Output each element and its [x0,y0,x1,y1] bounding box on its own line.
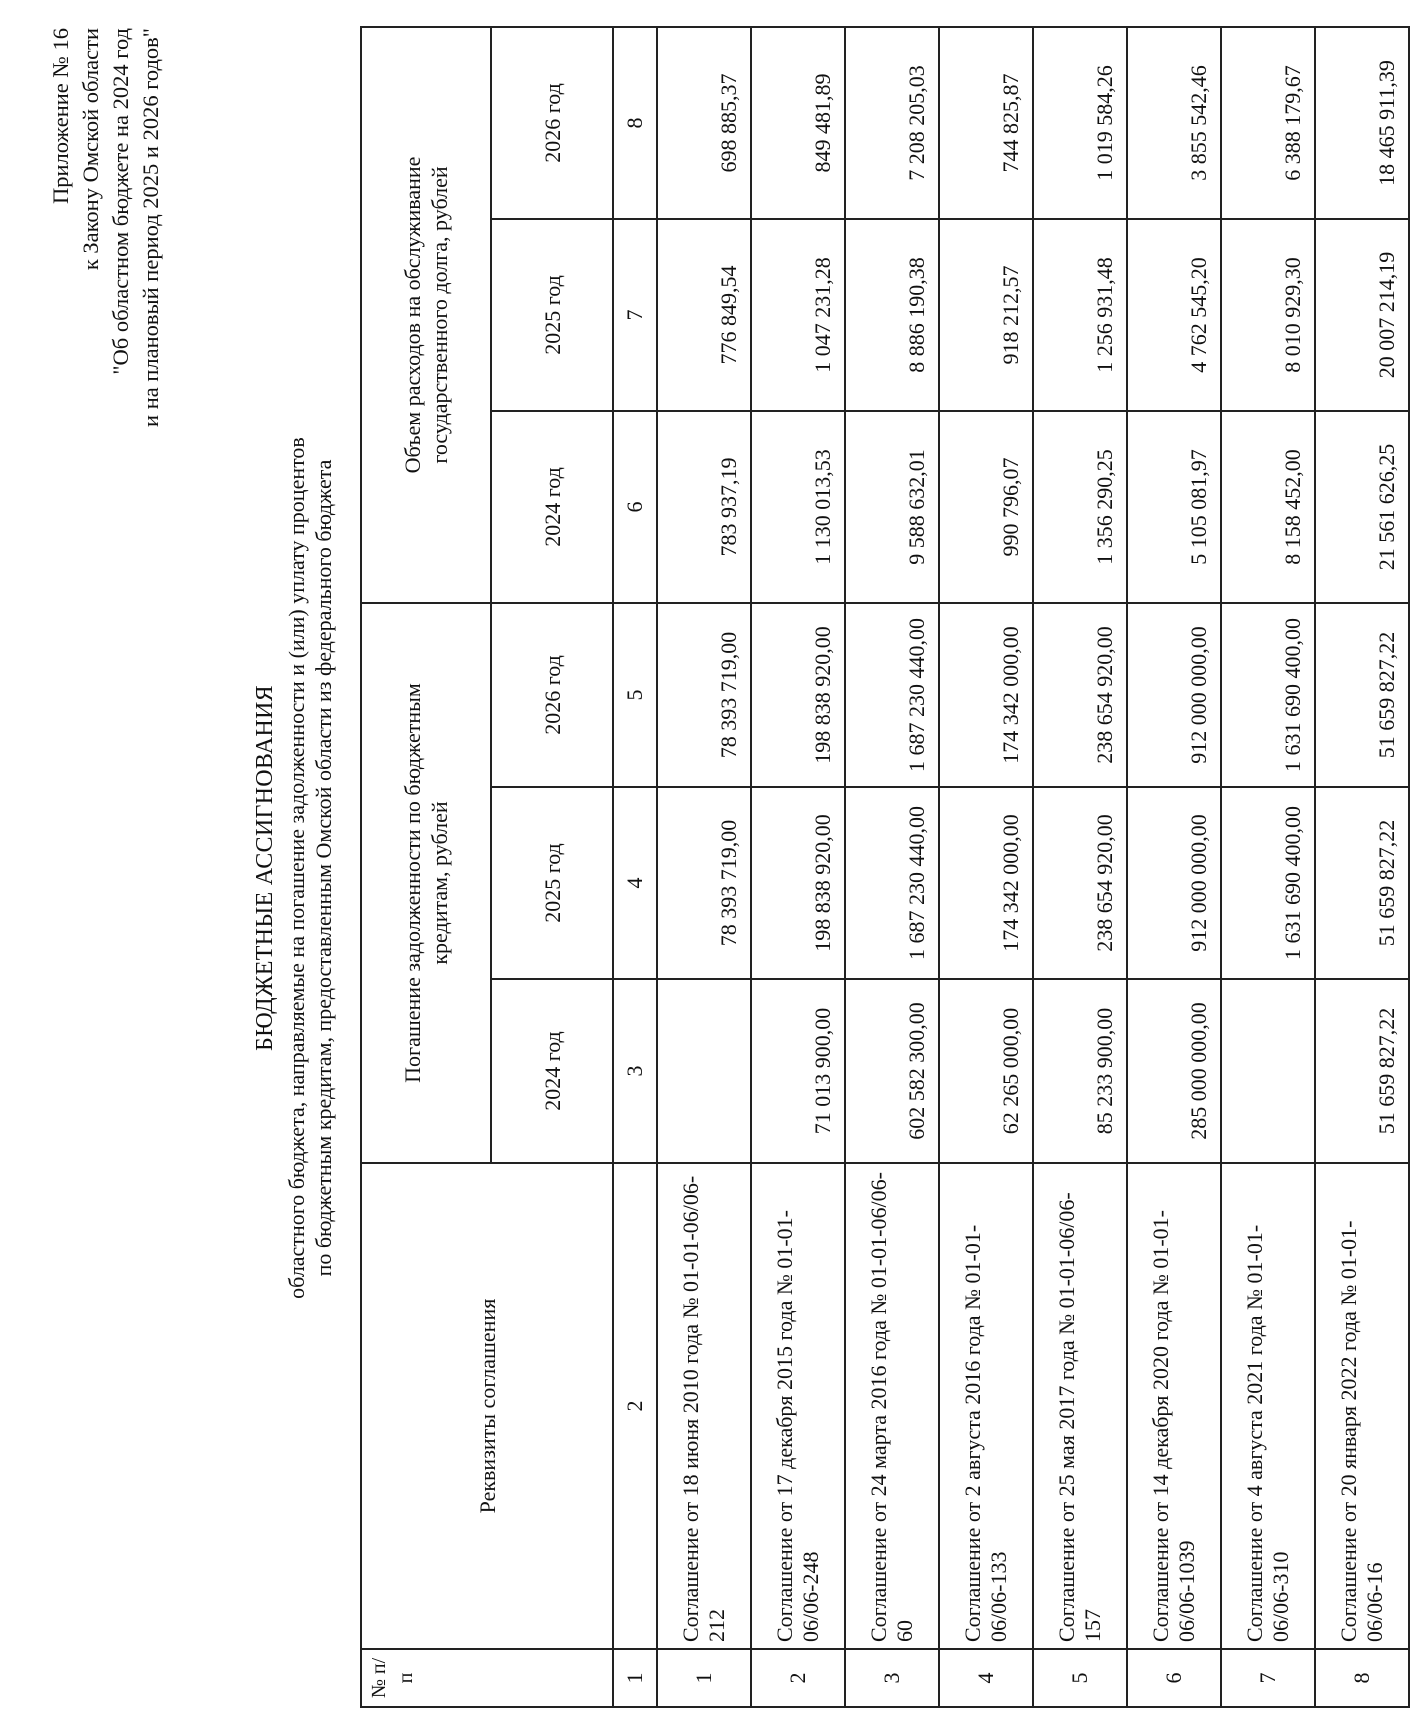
agreement-details: Соглашение от 24 марта 2016 года № 01-01-06/06-60 [845,1163,939,1649]
amount-repayment-2025: 238 654 920,00 [1033,787,1127,979]
document-title: БЮДЖЕТНЫЕ АССИГНОВАНИЯ [252,685,278,1051]
row-number: 1 [657,1649,751,1707]
amount-service-2024: 1 130 013,53 [751,411,845,603]
table-row [657,27,751,1707]
document-subtitle-line-2: по бюджетным кредитам, предоставленным Омской области из федерального бюджета [311,459,336,1277]
amount-repayment-2026: 238 654 920,00 [1033,603,1127,787]
header-debt-service-label: Объем расходов на обслуживание государственного долга, рублей [400,156,452,474]
appendix-line: к Закону Омской области [78,28,103,271]
header-agreement-label: Реквизиты соглашения [474,1298,500,1514]
amount-service-2024: 990 796,07 [939,411,1033,603]
column-number: 7 [613,219,657,411]
amount-repayment-2025: 1 687 230 440,00 [845,787,939,979]
amount-repayment-2024: 71 013 900,00 [751,979,845,1163]
amount-repayment-2026: 1 687 230 440,00 [845,603,939,787]
amount-service-2025: 4 762 545,20 [1127,219,1221,411]
agreement-details: Соглашение от 4 августа 2021 года № 01-01-06/06-310 [1221,1163,1315,1649]
appendix-line: Приложение № 16 [48,28,73,204]
amount-service-2024: 1 356 290,25 [1033,411,1127,603]
column-number: 3 [613,979,657,1163]
header-year-repayment-2026: 2026 год [491,603,613,787]
column-number: 8 [613,27,657,219]
agreement-details: Соглашение от 18 июня 2010 года № 01-01-06/06-212 [657,1163,751,1649]
document-subtitle-line-1: областного бюджета, направляемые на погашение задолженности и (или) уплату процентов [284,437,309,1299]
amount-service-2026: 7 208 205,03 [845,27,939,219]
amount-repayment-2024: 602 582 300,00 [845,979,939,1163]
amount-repayment-2025: 1 631 690 400,00 [1221,787,1315,979]
table-row [1033,27,1127,1707]
amount-repayment-2026: 174 342 000,00 [939,603,1033,787]
amount-service-2024: 21 561 626,25 [1315,411,1409,603]
table-row [1127,27,1221,1707]
amount-service-2026: 698 885,37 [657,27,751,219]
agreement-details: Соглашение от 25 мая 2017 года № 01-01-06/06-157 [1033,1163,1127,1649]
row-number: 8 [1315,1649,1409,1707]
document-title-block [252,28,337,1708]
row-number: 2 [751,1649,845,1707]
column-number: 5 [613,603,657,787]
header-year-service-2026: 2026 год [491,27,613,219]
amount-service-2026: 1 019 584,26 [1033,27,1127,219]
amount-service-2025: 1 256 931,48 [1033,219,1127,411]
table-row [1221,27,1315,1707]
amount-repayment-2025: 912 000 000,00 [1127,787,1221,979]
amount-service-2026: 6 388 179,67 [1221,27,1315,219]
amount-repayment-2024 [1221,979,1315,1163]
appendix-line: и на плановый период 2025 и 2026 годов" [138,28,163,427]
table-row [751,27,845,1707]
amount-repayment-2024: 85 233 900,00 [1033,979,1127,1163]
amount-repayment-2024 [657,979,751,1163]
allocations-table [360,26,1410,1708]
header-year-repayment-2024: 2024 год [491,979,613,1163]
amount-service-2025: 20 007 214,19 [1315,219,1409,411]
header-agreement [361,1163,613,1649]
amount-service-2025: 918 212,57 [939,219,1033,411]
header-year-service-2024: 2024 год [491,411,613,603]
header-year-repayment-2025: 2025 год [491,787,613,979]
amount-repayment-2025: 198 838 920,00 [751,787,845,979]
agreement-details: Соглашение от 20 января 2022 года № 01-01-06/06-16 [1315,1163,1409,1649]
agreement-details: Соглашение от 2 августа 2016 года № 01-01-06/06-133 [939,1163,1033,1649]
row-number: 3 [845,1649,939,1707]
amount-repayment-2026: 78 393 719,00 [657,603,751,787]
header-year-service-2025: 2025 год [491,219,613,411]
row-number: 7 [1221,1649,1315,1707]
column-number: 2 [613,1163,657,1649]
amount-service-2024: 783 937,19 [657,411,751,603]
allocations-table-wrapper [360,28,1410,1708]
agreement-details: Соглашение от 14 декабря 2020 года № 01-01-06/06-1039 [1127,1163,1221,1649]
table-row [939,27,1033,1707]
header-row-number-label: № п/п [368,1657,417,1699]
column-number: 4 [613,787,657,979]
amount-repayment-2026: 51 659 827,22 [1315,603,1409,787]
amount-service-2026: 18 465 911,39 [1315,27,1409,219]
appendix-line: "Об областном бюджете на 2024 год [108,28,133,375]
amount-service-2024: 9 588 632,01 [845,411,939,603]
amount-service-2024: 8 158 452,00 [1221,411,1315,603]
table-row [1315,27,1409,1707]
amount-service-2024: 5 105 081,97 [1127,411,1221,603]
amount-service-2026: 849 481,89 [751,27,845,219]
amount-repayment-2026: 198 838 920,00 [751,603,845,787]
amount-repayment-2025: 78 393 719,00 [657,787,751,979]
row-number: 4 [939,1649,1033,1707]
amount-service-2025: 1 047 231,28 [751,219,845,411]
agreement-details: Соглашение от 17 декабря 2015 года № 01-01-06/06-248 [751,1163,845,1649]
amount-repayment-2026: 1 631 690 400,00 [1221,603,1315,787]
amount-repayment-2024: 285 000 000,00 [1127,979,1221,1163]
header-row-number [361,1649,613,1707]
document-page [30,28,1399,1708]
header-debt-service-group [361,27,491,603]
header-repayment-label: Погашение задолженности по бюджетным кредитам, рублей [400,683,452,1083]
row-number: 6 [1127,1649,1221,1707]
amount-repayment-2024: 51 659 827,22 [1315,979,1409,1163]
amount-service-2026: 744 825,87 [939,27,1033,219]
amount-service-2025: 8 010 929,30 [1221,219,1315,411]
amount-repayment-2026: 912 000 000,00 [1127,603,1221,787]
amount-service-2025: 8 886 190,38 [845,219,939,411]
appendix-reference [46,28,166,1028]
table-row [845,27,939,1707]
row-number: 5 [1033,1649,1127,1707]
amount-service-2025: 776 849,54 [657,219,751,411]
amount-repayment-2025: 174 342 000,00 [939,787,1033,979]
column-number: 6 [613,411,657,603]
header-repayment-group [361,603,491,1163]
column-number: 1 [613,1649,657,1707]
amount-repayment-2025: 51 659 827,22 [1315,787,1409,979]
amount-service-2026: 3 855 542,46 [1127,27,1221,219]
amount-repayment-2024: 62 265 000,00 [939,979,1033,1163]
